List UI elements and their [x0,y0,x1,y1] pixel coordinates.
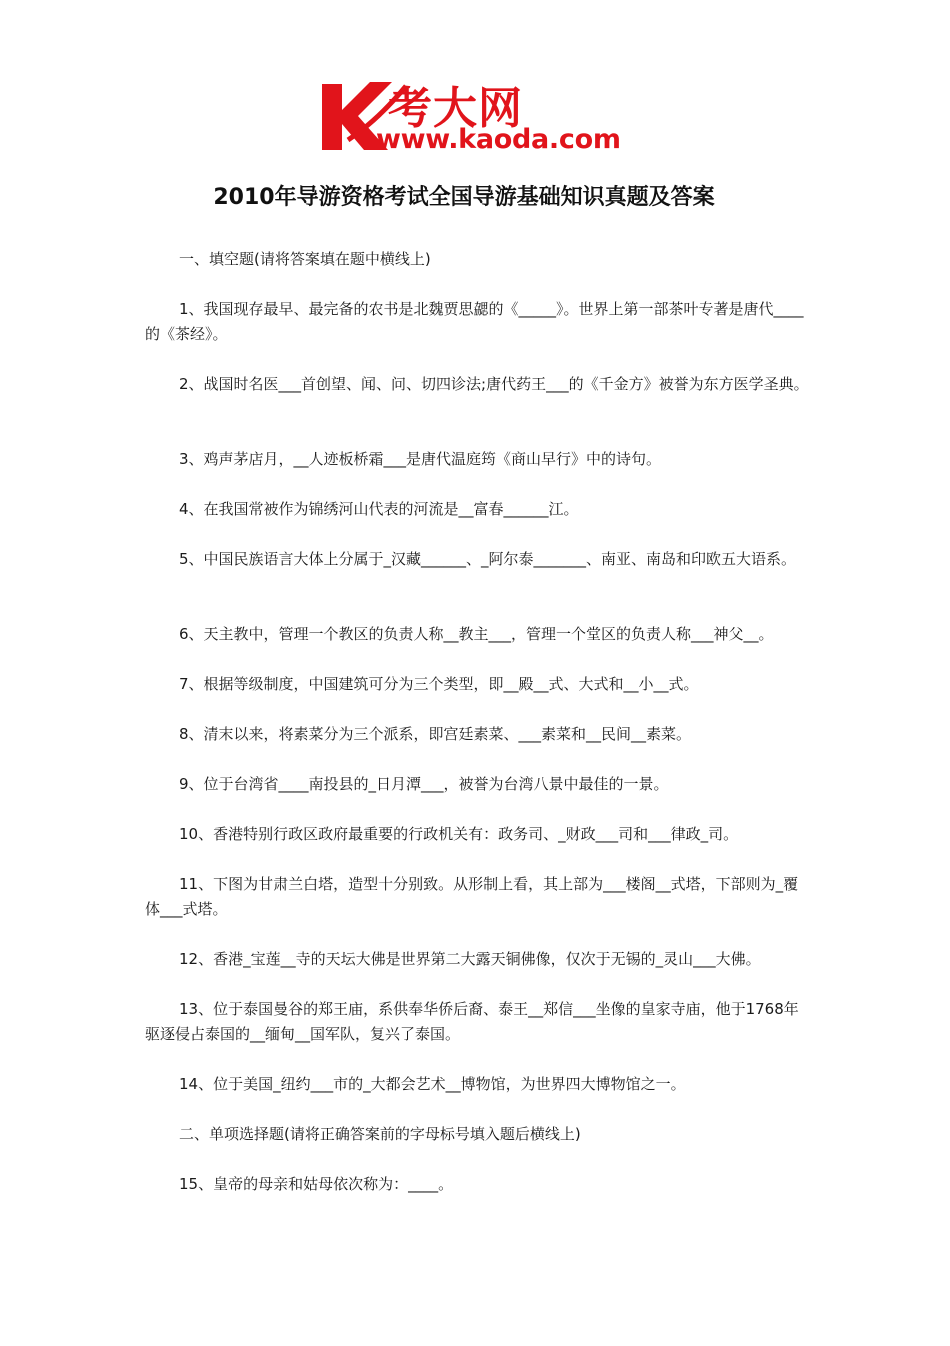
question-paragraph: 8、清末以来，将素菜分为三个派系，即宫廷素菜、___素菜和__民间__素菜。 [179,725,692,743]
question-paragraph: 2、战国时名医___首创望、闻、问、切四诊法;唐代药王___的《千金方》被誉为东方医学圣典。 [179,375,809,393]
question-paragraph: 3、鸡声茅店月，__人迹板桥霜___是唐代温庭筠《商山早行》中的诗句。 [179,450,662,468]
section-heading-single-choice: 二、单项选择题(请将正确答案前的字母标号填入题后横线上) [179,1125,581,1143]
logo-name: 考大网 [388,83,523,134]
question-paragraph: 13、位于泰国曼谷的郑王庙，系供奉华侨后裔、泰王__郑信___坐像的皇家寺庙，他于1768年驱逐侵占泰国的__缅甸__国军队，复兴了泰国。 [145,1000,799,1043]
question-paragraph: 7、根据等级制度，中国建筑可分为三个类型，即__殿__式、大式和__小__式。 [179,675,699,693]
question-paragraph: 1、我国现存最早、最完备的农书是北魏贾思勰的《_____》。世界上第一部茶叶专著是唐代____的《茶经》。 [145,300,804,343]
logo-url: www.kaoda.com [376,124,621,155]
question-paragraph: 11、下图为甘肃兰白塔，造型十分别致。从形制上看，其上部为___楼阁__式塔，下部则为_覆体___式塔。 [145,875,799,918]
question-paragraph: 12、香港_宝莲__寺的天坛大佛是世界第二大露天铜佛像，仅次于无锡的_灵山___大佛。 [179,950,761,968]
question-paragraph: 9、位于台湾省____南投县的_日月潭___，被誉为台湾八景中最佳的一景。 [179,775,669,793]
question-paragraph: 15、皇帝的母亲和姑母依次称为：____。 [179,1175,454,1193]
question-paragraph: 10、香港特别行政区政府最重要的行政机关有：政务司、_财政___司和___律政_司。 [179,825,739,843]
question-paragraph: 4、在我国常被作为锦绣河山代表的河流是__富春______江。 [179,500,579,518]
kaoda-logo [318,80,638,160]
section-heading-fill-blank: 一、填空题(请将答案填在题中横线上) [179,250,431,268]
question-paragraph: 5、中国民族语言大体上分属于_汉藏______、_阿尔泰_______、南亚、南岛和印欧五大语系。 [179,550,797,568]
question-paragraph: 14、位于美国_纽约___市的_大都会艺术__博物馆，为世界四大博物馆之一。 [179,1075,686,1093]
document-title: 2010年导游资格考试全国导游基础知识真题及答案 [213,185,715,210]
question-paragraph: 6、天主教中，管理一个教区的负责人称__教主___，管理一个堂区的负责人称___神父__。 [179,625,774,643]
